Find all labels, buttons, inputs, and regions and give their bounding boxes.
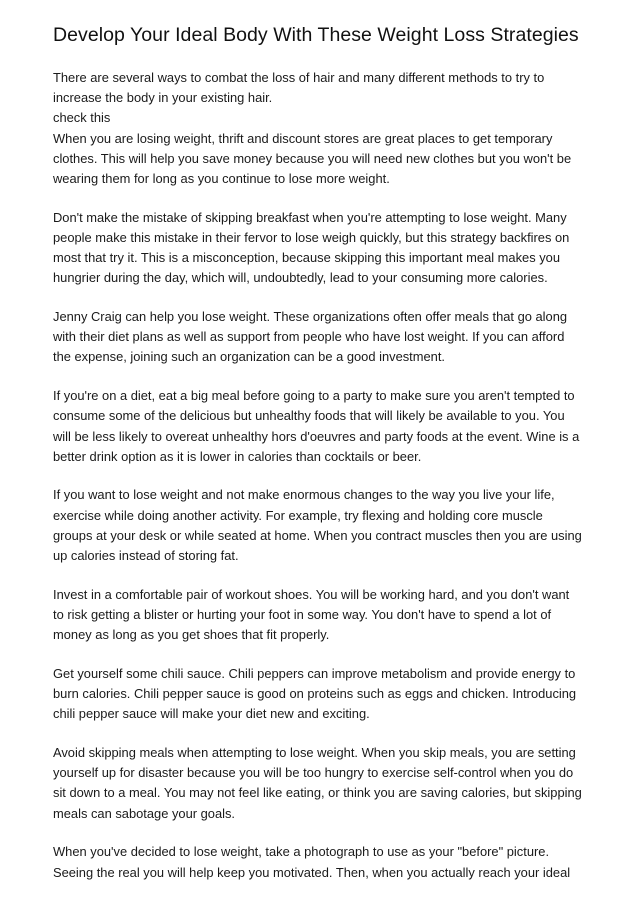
- paragraph-line: wearing them for long as you continue to lose more weight.: [53, 171, 390, 187]
- paragraph-line: Seeing the real you will help keep you motivated. Then, when you actually reach your ideal: [53, 864, 571, 880]
- paragraph-line: will be less likely to overeat unhealthy hors d'oeuvres and party foods at the event. Wine is a: [53, 428, 580, 444]
- paragraph-line: If you're on a diet, eat a big meal before going to a party to make sure you aren't tempted to: [53, 388, 575, 404]
- paragraph-line: Invest in a comfortable pair of workout shoes. You will be working hard, and you don't want: [53, 586, 570, 602]
- paragraph-line: When you've decided to lose weight, take a photograph to use as your "before" picture.: [53, 844, 550, 860]
- paragraph-line: meals can sabotage your goals.: [53, 805, 236, 821]
- paragraph-line: Jenny Craig can help you lose weight. These organizations often offer meals that go along: [53, 309, 568, 325]
- paragraph: [53, 208, 588, 289]
- paragraph: [53, 386, 588, 467]
- paragraph-line: clothes. This will help you save money because you will need new clothes but you won't be: [53, 150, 572, 166]
- paragraph: [53, 68, 588, 189]
- paragraph-line: check this: [53, 110, 111, 126]
- document-title: Develop Your Ideal Body With These Weight Loss Strategies: [53, 24, 579, 46]
- paragraph-line: chili pepper sauce will make your diet new and exciting.: [53, 706, 370, 722]
- paragraph-line: the expense, joining such an organization can be a good investment.: [53, 349, 446, 365]
- paragraph: [53, 842, 588, 882]
- paragraph-line: money as long as you get shoes that fit properly.: [53, 627, 330, 643]
- paragraph-line: burn calories. Chili pepper sauce is good on proteins such as eggs and chicken. Introducing: [53, 686, 577, 702]
- paragraph-line: up calories instead of storing fat.: [53, 548, 239, 564]
- paragraph-line: increase the body in your existing hair.: [53, 90, 273, 106]
- paragraph: [53, 585, 588, 646]
- article-body: [53, 68, 588, 883]
- paragraph: [53, 485, 588, 566]
- paragraph-line: Don't make the mistake of skipping breakfast when you're attempting to lose weight. Many: [53, 209, 567, 225]
- paragraph-line: to risk getting a blister or hurting your foot in some way. You don't have to spend a lot of: [53, 606, 552, 622]
- paragraph-line: exercise while doing another activity. For example, try flexing and holding core muscle: [53, 507, 543, 523]
- paragraph-line: consume some of the delicious but unhealthy foods that will likely be available to you. You: [53, 408, 565, 424]
- paragraph-line: yourself up for disaster because you will be too hungry to exercise self-control when you do: [53, 765, 574, 781]
- paragraph: [53, 664, 588, 725]
- paragraph-line: When you are losing weight, thrift and discount stores are great places to get temporary: [53, 130, 553, 146]
- paragraph-line: sit down to a meal. You may not feel like eating, or think you are saving calories, but skipping: [53, 785, 582, 801]
- paragraph-line: better drink option as it is lower in calories than cocktails or beer.: [53, 448, 422, 464]
- paragraph-line: with their diet plans as well as support from people who have lost weight. If you can afford: [53, 329, 565, 345]
- paragraph: [53, 743, 588, 824]
- paragraph: [53, 307, 588, 368]
- paragraph-line: If you want to lose weight and not make enormous changes to the way you live your life,: [53, 487, 555, 503]
- paragraph-line: groups at your desk or while seated at home. When you contract muscles then you are using: [53, 527, 582, 543]
- paragraph-line: people make this mistake in their fervor to lose weigh quickly, but this strategy backfires on: [53, 229, 570, 245]
- paragraph-line: Get yourself some chili sauce. Chili peppers can improve metabolism and provide energy to: [53, 665, 576, 681]
- paragraph-line: hungrier during the day, which will, undoubtedly, lead to your consuming more calories.: [53, 270, 548, 286]
- paragraph-line: most that try it. This is a misconception, because skipping this important meal makes you: [53, 250, 561, 266]
- paragraph-line: Avoid skipping meals when attempting to lose weight. When you skip meals, you are setting: [53, 744, 576, 760]
- paragraph-line: There are several ways to combat the loss of hair and many different methods to try to: [53, 70, 545, 85]
